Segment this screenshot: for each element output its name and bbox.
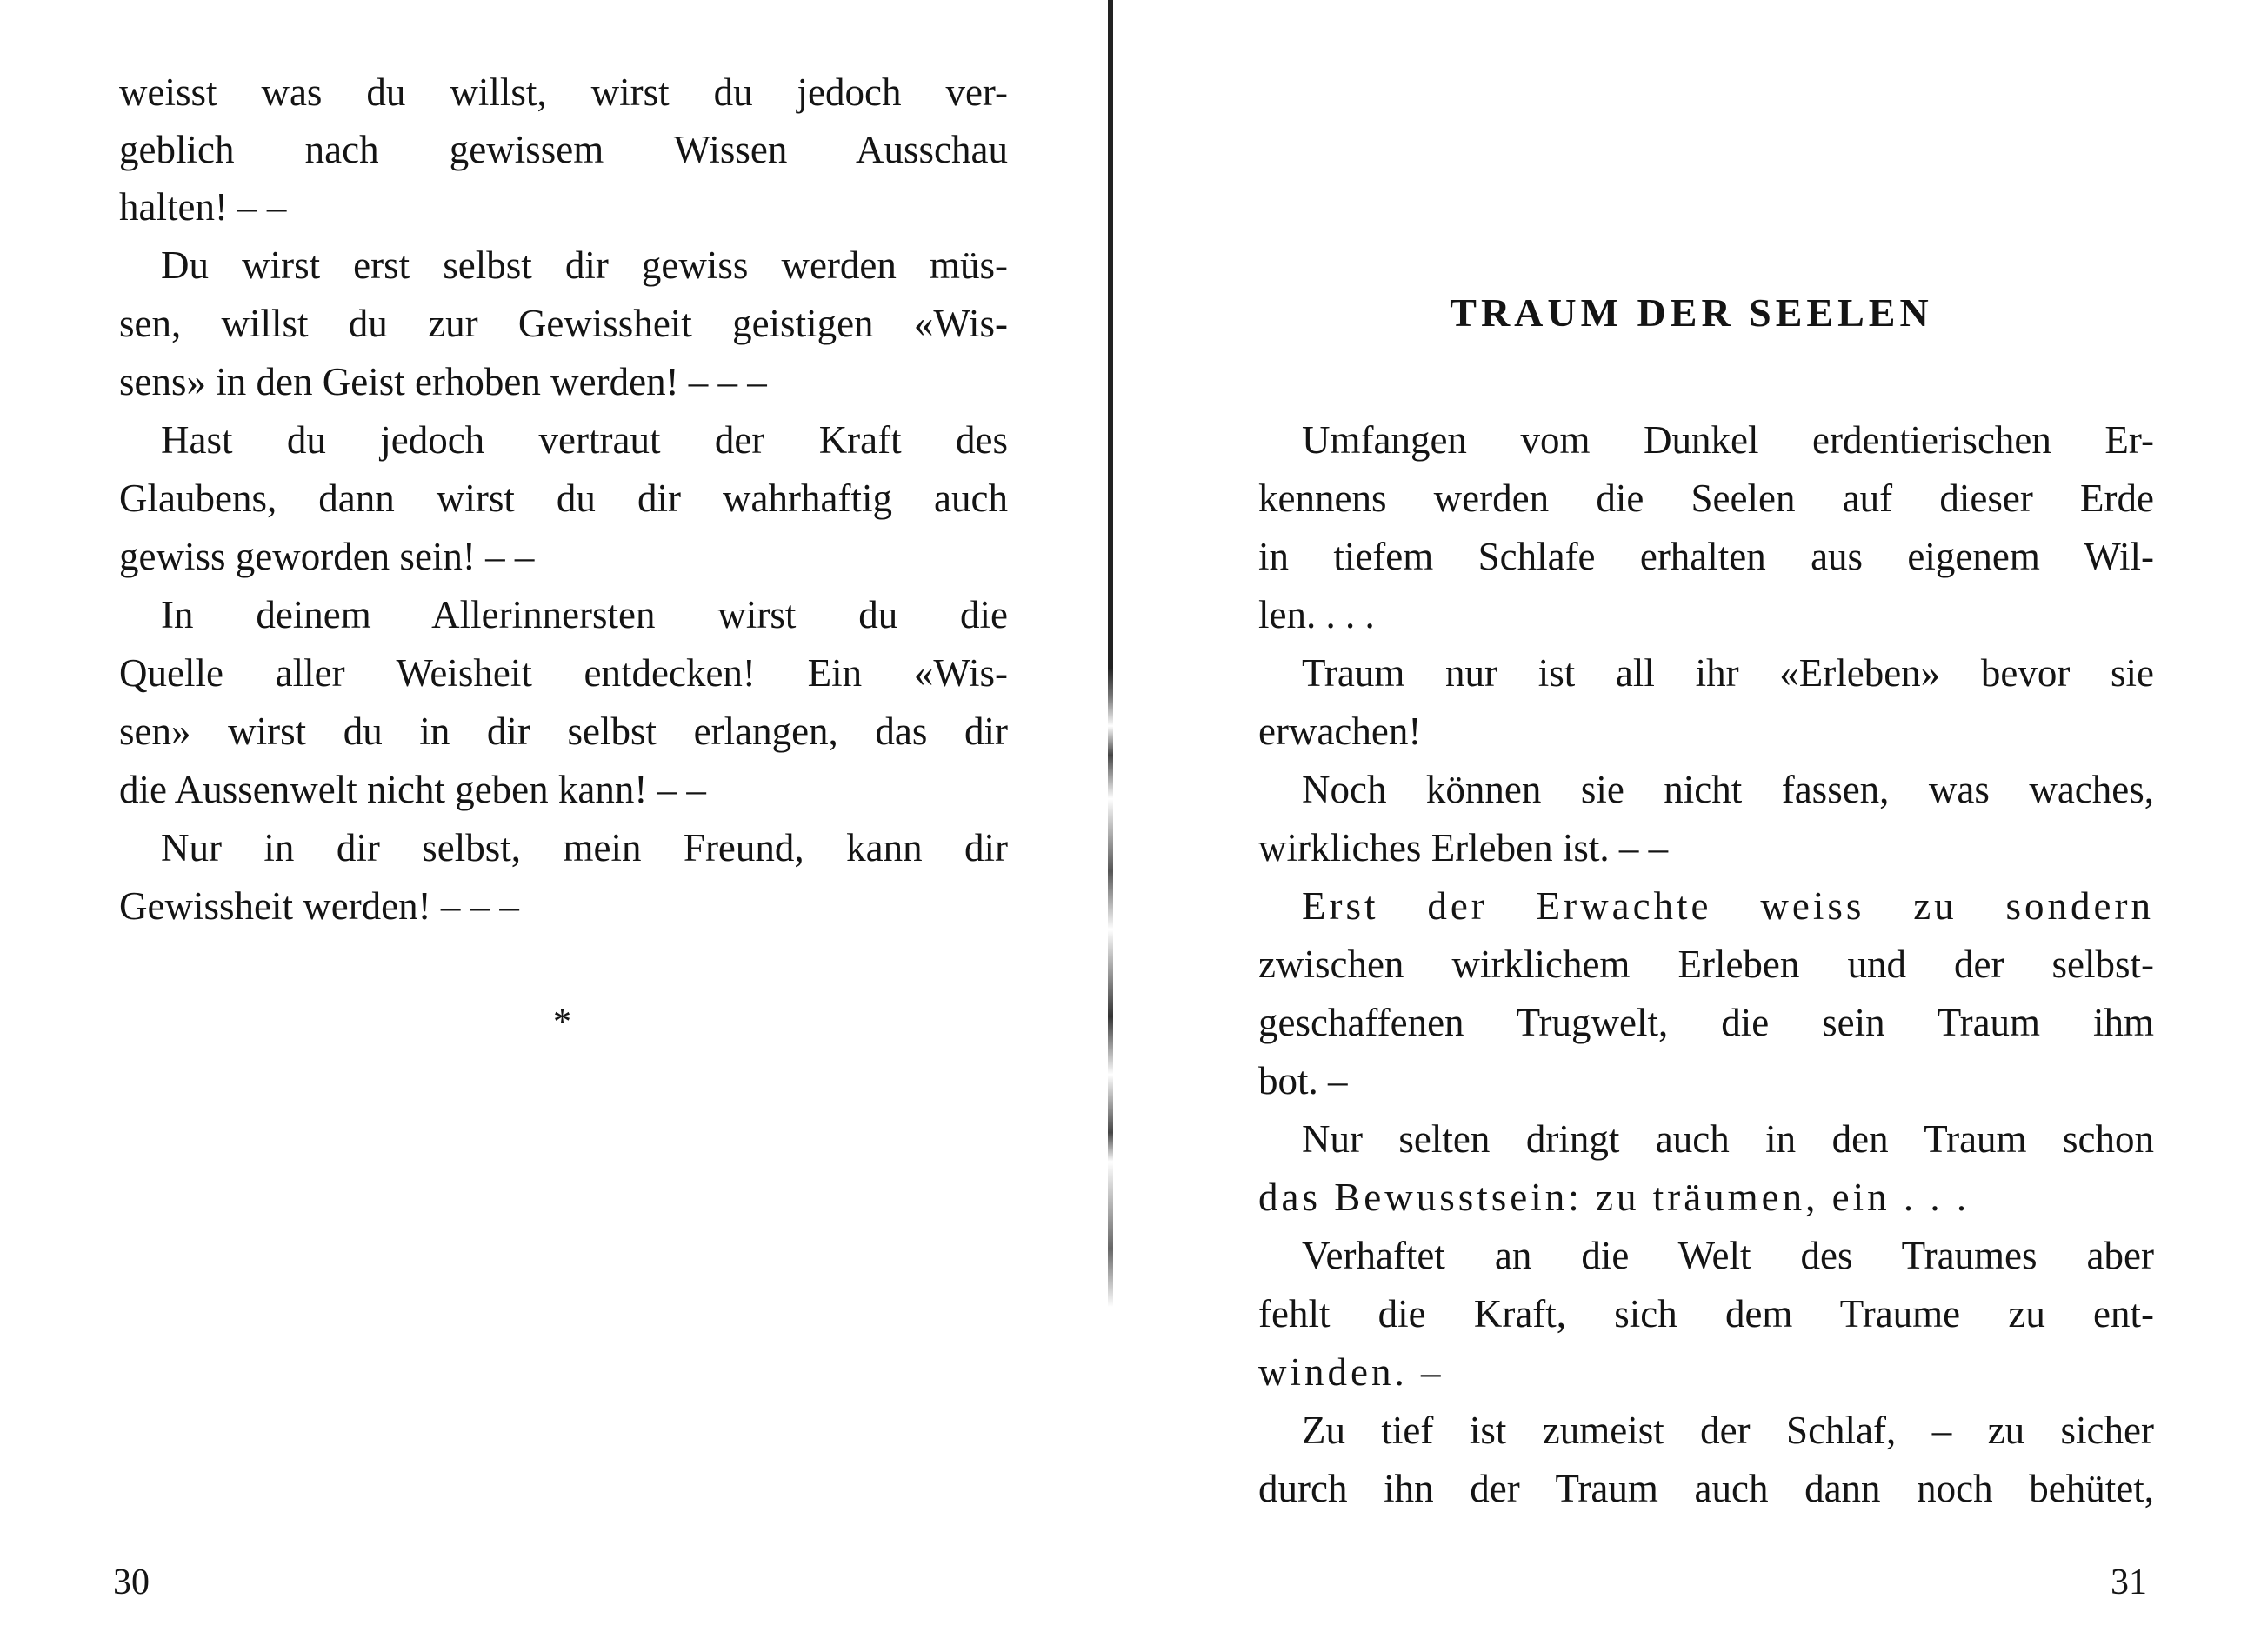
text-line: halten! – – [119, 185, 287, 229]
text-line: Nur in dir selbst, mein Freund, kann dir [161, 826, 1008, 869]
text-line: bot. – [1258, 1059, 1348, 1102]
page-number: 31 [2111, 1562, 2147, 1602]
chapter-heading: TRAUM DER SEELEN [1450, 290, 1933, 335]
text-line: wirkliches Erleben ist. – – [1258, 826, 1669, 869]
right-page [1122, 0, 2261, 1652]
text-line: Erst der Erwachte weiss zu sondern [1302, 884, 2154, 928]
text-line: Verhaftet an die Welt des Traumes aber [1302, 1234, 2154, 1277]
text-line: durch ihn der Traum auch dann noch behütet, [1258, 1467, 2154, 1510]
text-line: len. . . . [1258, 593, 1375, 636]
text-line: Umfangen vom Dunkel erdentierischen Er- [1302, 418, 2154, 462]
section-asterisk: * [553, 1003, 571, 1042]
text-line: weisst was du willst, wirst du jedoch ver- [119, 70, 1008, 114]
page-number: 30 [113, 1562, 150, 1602]
text-line: Zu tief ist zumeist der Schlaf, – zu sicher [1302, 1409, 2154, 1452]
text-line: Quelle aller Weisheit entdecken! Ein «Wis- [119, 651, 1008, 695]
text-line: das Bewusstsein: zu träumen, ein . . . [1258, 1176, 1971, 1219]
text-line: kennens werden die Seelen auf dieser Erde [1258, 476, 2154, 520]
text-line: In deinem Allerinnersten wirst du die [161, 593, 1008, 636]
text-line: die Aussenwelt nicht geben kann! – – [119, 768, 706, 811]
text-line: geschaffenen Trugwelt, die sein Traum ihm [1258, 1001, 2154, 1044]
text-line: Nur selten dringt auch in den Traum schon [1302, 1117, 2154, 1161]
text-line: Noch können sie nicht fassen, was waches, [1302, 768, 2154, 811]
text-line: in tiefem Schlafe erhalten aus eigenem Wil- [1258, 535, 2154, 578]
text-line: Du wirst erst selbst dir gewiss werden müs- [161, 243, 1008, 287]
text-line: Traum nur ist all ihr «Erleben» bevor sie [1302, 651, 2154, 695]
text-line: winden. – [1258, 1350, 1444, 1394]
text-line: Gewissheit werden! – – – [119, 884, 519, 928]
text-line: Hast du jedoch vertraut der Kraft des [161, 418, 1008, 462]
text-line: sens» in den Geist erhoben werden! – – – [119, 360, 767, 403]
text-line: fehlt die Kraft, sich dem Traume zu ent- [1258, 1292, 2154, 1336]
text-line: erwachen! [1258, 709, 1422, 753]
text-line: zwischen wirklichem Erleben und der selbst- [1258, 943, 2154, 986]
book-gutter [1108, 0, 1113, 1452]
text-line: Glaubens, dann wirst du dir wahrhaftig auch [119, 476, 1008, 520]
text-line: gewiss geworden sein! – – [119, 535, 535, 578]
left-page [0, 0, 1104, 1652]
text-line: sen, willst du zur Gewissheit geistigen «Wis- [119, 302, 1008, 345]
text-line: geblich nach gewissem Wissen Ausschau [119, 128, 1008, 171]
text-line: sen» wirst du in dir selbst erlangen, das dir [119, 709, 1008, 753]
